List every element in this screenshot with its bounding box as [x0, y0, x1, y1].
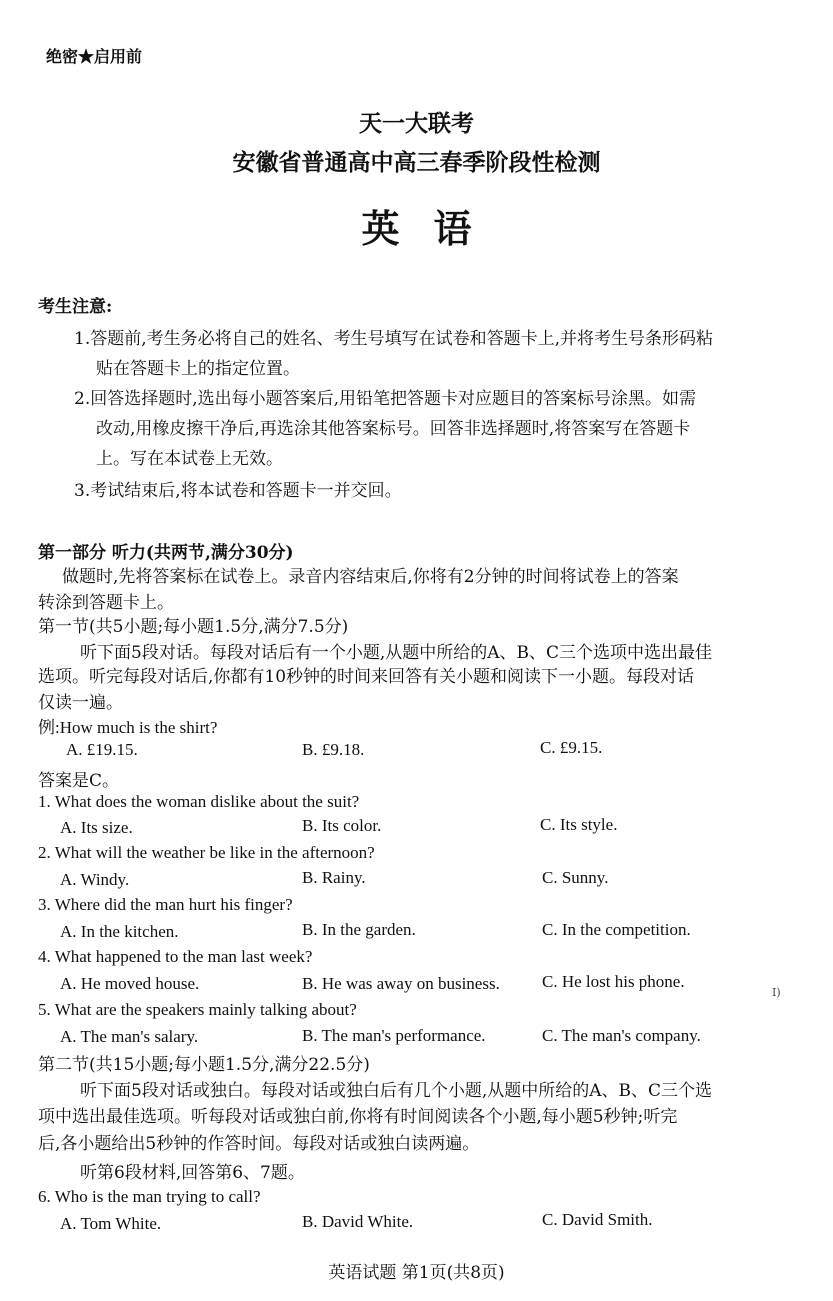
exam-subtitle: 安徽省普通高中高三春季阶段性检测 — [232, 149, 601, 176]
notice-line: 2.回答选择题时,选出每小题答案后,用铅笔把答题卡对应题目的答案标号涂黑。如需 — [74, 389, 697, 409]
section-instruction-line: 听下面5段对话。每段对话后有一个小题,从题中所给的A、B、C三个选项中选出最佳 — [80, 643, 712, 663]
notice-line: 上。写在本试卷上无效。 — [96, 449, 283, 469]
question-4: 4. What happened to the man last week? — [38, 947, 313, 966]
option-4a: A. He moved house. — [60, 974, 200, 993]
example-option-b: B. £9.18. — [302, 740, 365, 759]
notice-line: 3.考试结束后,将本试卷和答题卡一并交回。 — [74, 481, 402, 501]
subject-title: 英语 — [361, 206, 506, 251]
section-instruction-line: 后,各小题给出5秒钟的作答时间。每段对话或独白读两遍。 — [38, 1134, 480, 1154]
question-2: 2. What will the weather be like in the afternoon? — [38, 843, 375, 862]
question-6: 6. Who is the man trying to call? — [38, 1187, 261, 1206]
example-answer: 答案是C。 — [38, 771, 120, 791]
material-instruction: 听第6段材料,回答第6、7题。 — [80, 1163, 305, 1183]
notice-line: 1.答题前,考生务必将自己的姓名、考生号填写在试卷和答题卡上,并将考生号条形码粘 — [74, 329, 714, 349]
option-4c: C. He lost his phone. — [542, 972, 685, 991]
example-question: 例:How much is the shirt? — [38, 718, 218, 737]
option-4b: B. He was away on business. — [302, 974, 500, 993]
option-3a: A. In the kitchen. — [60, 922, 179, 941]
question-1: 1. What does the woman dislike about the suit? — [38, 792, 360, 811]
option-6c: C. David Smith. — [542, 1210, 653, 1229]
option-1a: A. Its size. — [60, 818, 133, 837]
option-5c: C. The man's company. — [542, 1026, 701, 1045]
option-2a: A. Windy. — [60, 870, 130, 889]
option-2b: B. Rainy. — [302, 868, 366, 887]
question-3: 3. Where did the man hurt his finger? — [38, 895, 293, 914]
option-5b: B. The man's performance. — [302, 1026, 486, 1045]
option-3b: B. In the garden. — [302, 920, 416, 939]
example-option-c: C. £9.15. — [540, 738, 603, 757]
option-6a: A. Tom White. — [60, 1214, 162, 1233]
example-option-a: A. £19.15. — [66, 740, 138, 759]
part-title: 第一部分 听力(共两节,满分30分) — [38, 543, 294, 563]
part-intro-line: 做题时,先将答案标在试卷上。录音内容结束后,你将有2分钟的时间将试卷上的答案 — [62, 567, 679, 587]
option-1c: C. Its style. — [540, 815, 618, 834]
option-2c: C. Sunny. — [542, 868, 609, 887]
page-footer: 英语试题 第1页(共8页) — [328, 1263, 505, 1283]
stray-mark: I) — [772, 986, 781, 999]
notice-line: 贴在答题卡上的指定位置。 — [96, 359, 300, 379]
section-title: 第二节(共15小题;每小题1.5分,满分22.5分) — [38, 1055, 370, 1075]
section-instruction-line: 仅读一遍。 — [38, 693, 123, 713]
option-6b: B. David White. — [302, 1212, 414, 1231]
option-5a: A. The man's salary. — [60, 1027, 199, 1046]
part-intro-line: 转涂到答题卡上。 — [38, 593, 174, 613]
section-instruction-line: 选项。听完每段对话后,你都有10秒钟的时间来回答有关小题和阅读下一小题。每段对话 — [38, 667, 695, 687]
section-instruction-line: 听下面5段对话或独白。每段对话或独白后有几个小题,从题中所给的A、B、C三个选 — [80, 1081, 712, 1101]
section-title: 第一节(共5小题;每小题1.5分,满分7.5分) — [38, 617, 349, 637]
option-1b: B. Its color. — [302, 816, 382, 835]
notice-line: 改动,用橡皮擦干净后,再选涂其他答案标号。回答非选择题时,将答案写在答题卡 — [96, 419, 691, 439]
question-5: 5. What are the speakers mainly talking about? — [38, 1000, 357, 1019]
confidential-label: 绝密★启用前 — [46, 47, 143, 66]
section-instruction-line: 项中选出最佳选项。听每段对话或独白前,你将有时间阅读各个小题,每小题5秒钟;听完 — [38, 1107, 678, 1127]
exam-title: 天一大联考 — [359, 110, 474, 137]
notice-heading: 考生注意: — [38, 297, 113, 317]
option-3c: C. In the competition. — [542, 920, 691, 939]
